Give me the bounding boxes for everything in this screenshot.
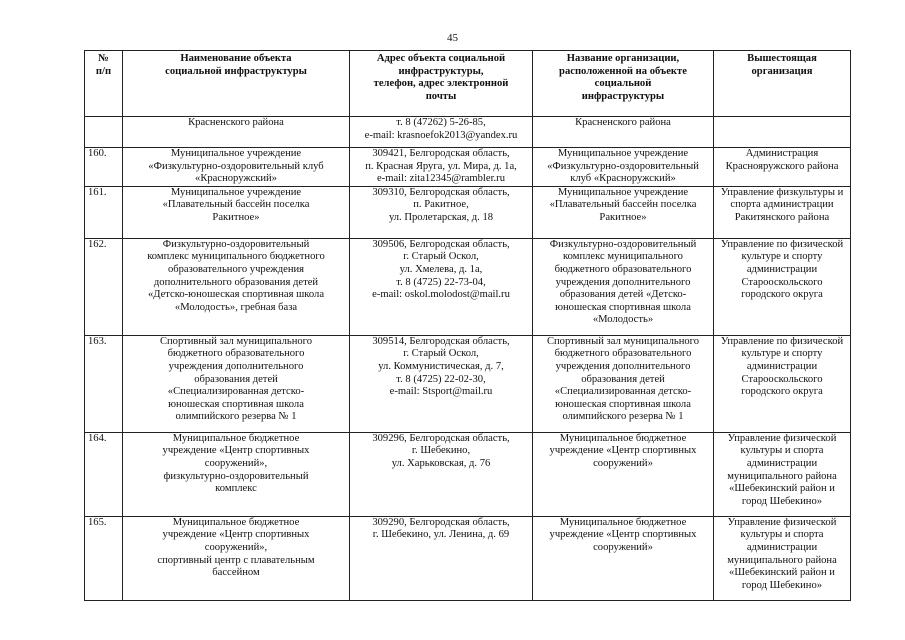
cell-line: культуры и спорта [740, 529, 824, 541]
cell-line: г. Шебекино, [411, 445, 471, 457]
header-object-name [123, 51, 350, 117]
cell-line: учреждение «Центр спортивных [549, 529, 697, 541]
table-row [85, 186, 851, 238]
cell-line: Название организации, [566, 53, 680, 64]
cell-line: Старооскольского [741, 276, 823, 288]
cell-line: социальной инфраструктуры [165, 65, 307, 77]
cell-object-name [123, 432, 350, 516]
cell-line: п/п [95, 65, 112, 77]
cell-line: Управление по физической [720, 238, 844, 250]
cell-parent-organization [714, 148, 851, 187]
cell-line: Муниципальное учреждение [170, 186, 302, 198]
cell-line: администрации [746, 541, 818, 553]
cell-parent-organization [714, 516, 851, 600]
cell-line: 165. [88, 516, 107, 528]
cell-line: бассейном [212, 567, 260, 579]
cell-line: «Шебекинский район и [729, 567, 835, 579]
cell-object-name [123, 516, 350, 600]
cell-line: юношеская спортивная школа [555, 301, 691, 313]
cell-line: № [98, 53, 109, 64]
table-row [85, 516, 851, 600]
cell-line: городского округа [741, 386, 823, 398]
cell-line: учреждения дополнительного [555, 276, 691, 288]
cell-line: администрации [746, 360, 818, 372]
cell-line: e-mail: Stsport@mail.ru [389, 386, 493, 398]
cell-number [85, 117, 123, 148]
table-row [85, 148, 851, 187]
cell-number [85, 148, 123, 187]
cell-line: 160. [88, 148, 107, 159]
cell-line: образовательного учреждения [167, 263, 305, 275]
cell-line: Муниципальное учреждение [170, 148, 302, 159]
cell-line: юношеская спортивная школа [555, 398, 691, 410]
cell-line: город Шебекино» [741, 495, 823, 507]
cell-line: учреждения дополнительного [555, 360, 691, 372]
cell-line: Муниципальное учреждение [557, 186, 689, 198]
cell-line: олимпийского резерва № 1 [175, 411, 297, 423]
cell-address [350, 186, 533, 238]
cell-line: Муниципальное бюджетное [172, 516, 300, 528]
cell-line: г. Старый Оскол, [403, 348, 479, 360]
cell-line: «Специализированная детско- [554, 386, 692, 398]
cell-line: 309514, Белгородская область, [372, 335, 510, 347]
cell-line: «Молодость» [592, 314, 654, 326]
cell-line: Спортивный зал муниципального [159, 335, 313, 347]
cell-line: сооружений» [593, 457, 653, 469]
cell-line: муниципального района [727, 554, 837, 566]
cell-parent-organization [714, 117, 851, 148]
cell-object-name [123, 335, 350, 432]
cell-line: Старооскольского [741, 373, 823, 385]
cell-line: комплекс муниципального бюджетного [147, 251, 325, 263]
infrastructure-table [84, 50, 851, 601]
cell-line: социальной [594, 78, 652, 90]
cell-number [85, 432, 123, 516]
cell-line: культуре и спорту [741, 251, 823, 263]
cell-line: телефон, адрес электронной [373, 78, 509, 90]
cell-line: Вышестоящая [747, 53, 817, 64]
cell-line: ул. Хмелева, д. 1а, [399, 263, 483, 275]
cell-line: бюджетного образовательного [554, 348, 692, 360]
cell-line: город Шебекино» [741, 579, 823, 591]
cell-line: 309506, Белгородская область, [372, 238, 510, 250]
cell-line: расположенной на объекте [559, 65, 687, 77]
cell-address [350, 432, 533, 516]
cell-line: Муниципальное бюджетное [172, 432, 300, 444]
cell-line: Муниципальное бюджетное [559, 516, 687, 528]
cell-number [85, 186, 123, 238]
cell-line: «Детско-юношеская спортивная школа [147, 289, 325, 301]
cell-line: почты [425, 90, 457, 102]
cell-address [350, 516, 533, 600]
cell-line: Муниципальное бюджетное [559, 432, 687, 444]
cell-line: «Физкультурно-оздоровительный клуб [148, 160, 324, 172]
cell-object-name [123, 148, 350, 187]
cell-organization [533, 148, 714, 187]
cell-organization [533, 335, 714, 432]
cell-line: учреждение «Центр спортивных [162, 529, 310, 541]
cell-line: 162. [88, 238, 107, 250]
cell-line: городского округа [741, 289, 823, 301]
cell-line: администрации [746, 263, 818, 275]
cell-organization [533, 117, 714, 148]
cell-line: Ракитное» [599, 211, 647, 223]
cell-line: олимпийского резерва № 1 [562, 411, 684, 423]
cell-line: e-mail: zita12345@rambler.ru [376, 173, 505, 185]
cell-line: администрации [746, 457, 818, 469]
cell-line: Управление физической [727, 516, 837, 528]
cell-line: п. Красная Яруга, ул. Мира, д. 1а, [365, 160, 517, 172]
cell-line: учреждения дополнительного [168, 360, 304, 372]
cell-line: инфраструктуры [581, 90, 665, 102]
cell-line: Управление физкультуры и [720, 186, 844, 198]
cell-line: ул. Пролетарская, д. 18 [388, 211, 494, 223]
header-number [85, 51, 123, 117]
cell-parent-organization [714, 432, 851, 516]
cell-line: 309290, Белгородская область, [372, 516, 510, 528]
cell-line: дополнительного образования детей [153, 276, 319, 288]
cell-line: юношеская спортивная школа [168, 398, 304, 410]
cell-line: Краснояружского района [725, 160, 839, 172]
cell-line: Красненского района [188, 117, 284, 128]
cell-line: т. 8 (47262) 5-26-85, [396, 117, 486, 128]
cell-line: комплекс муниципального [563, 251, 683, 263]
cell-line: Физкультурно-оздоровительный [162, 238, 310, 250]
table-header-row [85, 51, 851, 117]
cell-line: «Молодость», гребная база [174, 301, 298, 313]
cell-line: п. Ракитное, [413, 199, 469, 211]
cell-line: сооружений», [204, 457, 268, 469]
cell-line: учреждение «Центр спортивных [162, 445, 310, 457]
cell-line: «Шебекинский район и [729, 483, 835, 495]
cell-line: комплекс [215, 483, 257, 495]
cell-line: Спортивный зал муниципального [546, 335, 700, 347]
cell-line: культуры и спорта [740, 445, 824, 457]
cell-line: e-mail: oskol.molodost@mail.ru [372, 289, 510, 301]
cell-line: Управление физической [727, 432, 837, 444]
cell-parent-organization [714, 238, 851, 335]
cell-line: «Специализированная детско- [167, 386, 305, 398]
table-row [85, 117, 851, 148]
cell-line: муниципального района [727, 470, 837, 482]
cell-line: 161. [88, 186, 107, 198]
cell-line: e-mail: krasnoefok2013@yandex.ru [364, 129, 518, 141]
cell-number [85, 516, 123, 600]
cell-line: бюджетного образовательного [167, 348, 305, 360]
cell-line: бюджетного образовательного [554, 263, 692, 275]
cell-address [350, 238, 533, 335]
cell-line: физкультурно-оздоровительный [163, 470, 309, 482]
cell-line: инфраструктуры, [398, 65, 484, 77]
cell-address [350, 117, 533, 148]
header-parent-organization [714, 51, 851, 117]
cell-line: Администрация [745, 148, 819, 159]
header-organization [533, 51, 714, 117]
cell-line: «Красноружский» [195, 173, 277, 185]
cell-line: 309296, Белгородская область, [372, 432, 510, 444]
cell-line: 309421, Белгородская область, [372, 148, 510, 159]
cell-line: Муниципальное учреждение [557, 148, 689, 159]
table-body [85, 117, 851, 601]
cell-object-name [123, 238, 350, 335]
cell-object-name [123, 186, 350, 238]
cell-line: «Плавательный бассейн поселка [549, 199, 697, 211]
cell-line: г. Старый Оскол, [403, 251, 479, 263]
cell-parent-organization [714, 335, 851, 432]
cell-line: сооружений», [204, 541, 268, 553]
cell-number [85, 335, 123, 432]
cell-line: Ракитное» [212, 211, 260, 223]
cell-line: г. Шебекино, ул. Ленина, д. 69 [372, 529, 510, 541]
cell-line: т. 8 (4725) 22-02-30, [396, 373, 486, 385]
cell-line: клуб «Красноружский» [570, 173, 676, 185]
cell-line: «Плавательный бассейн поселка [162, 199, 310, 211]
cell-line: образования детей [581, 373, 665, 385]
page-number: 45 [447, 32, 458, 44]
cell-organization [533, 432, 714, 516]
cell-line: ул. Харьковская, д. 76 [391, 457, 491, 469]
cell-organization [533, 516, 714, 600]
cell-line: 164. [88, 432, 107, 444]
cell-line: Ракитянского района [734, 211, 830, 223]
cell-line: Управление по физической [720, 335, 844, 347]
cell-line: «Физкультурно-оздоровительный [547, 160, 699, 172]
table-row [85, 238, 851, 335]
cell-line: Наименование объекта [180, 53, 292, 64]
cell-line: спорта администрации [730, 199, 834, 211]
cell-line: спортивный центр с плавательным [157, 554, 315, 566]
cell-line: культуре и спорту [741, 348, 823, 360]
cell-line: Физкультурно-оздоровительный [549, 238, 697, 250]
cell-line: 163. [88, 335, 107, 347]
cell-line: организация [751, 65, 813, 77]
cell-organization [533, 186, 714, 238]
cell-object-name [123, 117, 350, 148]
cell-line: 309310, Белгородская область, [372, 186, 510, 198]
cell-line: ул. Коммунистическая, д. 7, [378, 360, 504, 372]
cell-line: Адрес объекта социальной [376, 53, 506, 64]
cell-line: Красненского района [575, 117, 671, 128]
header-address [350, 51, 533, 117]
cell-line: т. 8 (4725) 22-73-04, [396, 276, 486, 288]
cell-organization [533, 238, 714, 335]
cell-address [350, 335, 533, 432]
table-row [85, 432, 851, 516]
cell-line: сооружений» [593, 541, 653, 553]
cell-address [350, 148, 533, 187]
cell-line: образования детей [194, 373, 278, 385]
cell-number [85, 238, 123, 335]
cell-line: образования детей «Детско- [559, 289, 687, 301]
cell-parent-organization [714, 186, 851, 238]
cell-line: учреждение «Центр спортивных [549, 445, 697, 457]
table-row [85, 335, 851, 432]
